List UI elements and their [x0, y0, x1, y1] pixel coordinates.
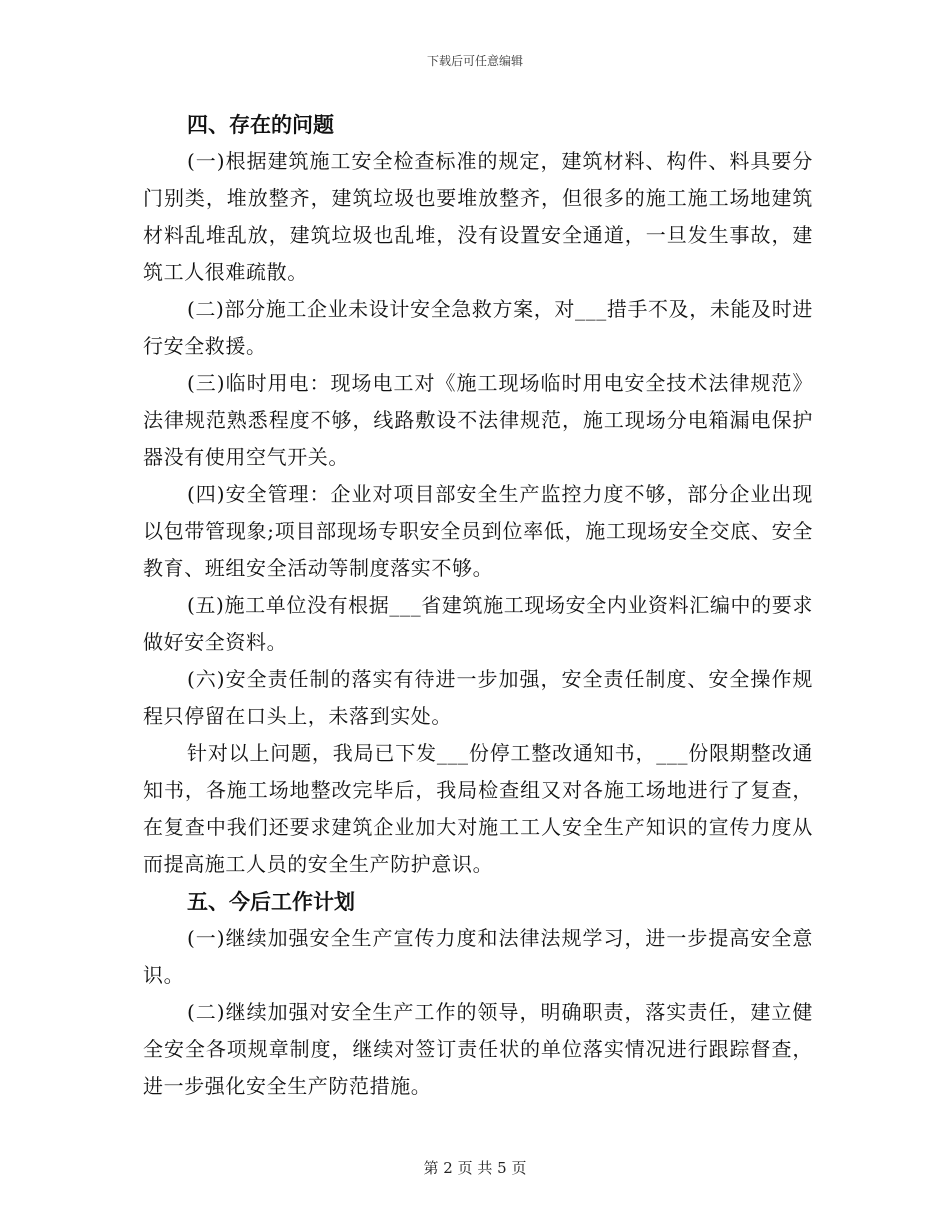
document-body [143, 106, 813, 1105]
paragraph: (三)临时用电：现场电工对《施工现场临时用电安全技术法律规范》法律规范熟悉程度不够，线路敷设不法律规范，施工现场分电箱漏电保护器没有使用空气开关。 [143, 371, 813, 469]
paragraph: (二)继续加强对安全生产工作的领导，明确职责，落实责任，建立健全安全各项规章制度，继续对签订责任状的单位落实情况进行跟踪督查，进一步强化安全生产防范措施。 [143, 1000, 813, 1098]
paragraph: (一)根据建筑施工安全检查标准的规定，建筑材料、构件、料具要分门别类，堆放整齐，建筑垃圾也要堆放整齐，但很多的施工施工场地建筑材料乱堆乱放，建筑垃圾也乱堆，没有设置安全通道，一旦发生事故，建筑工人很难疏散。 [143, 149, 813, 284]
section-heading-problems: 四、存在的问题 [187, 112, 334, 137]
page-header: 下载后可任意编辑 [426, 54, 523, 68]
paragraph: (六)安全责任制的落实有待进一步加强，安全责任制度、安全操作规程只停留在口头上，未落到实处。 [143, 667, 813, 728]
paragraph: (四)安全管理：企业对项目部安全生产监控力度不够，部分企业出现以包带管现象;项目部现场专职安全员到位率低，施工现场安全交底、安全教育、班组安全活动等制度落实不够。 [143, 482, 813, 580]
paragraph: (二)部分施工企业未设计安全急救方案，对___措手不及，未能及时进行安全救援。 [143, 297, 813, 358]
paragraph: (五)施工单位没有根据___省建筑施工现场安全内业资料汇编中的要求做好安全资料。 [143, 593, 813, 654]
page-number: 第 2 页 共 5 页 [423, 1159, 527, 1177]
section-heading-plans: 五、今后工作计划 [187, 889, 355, 914]
paragraph: 针对以上问题，我局已下发___份停工整改通知书，___份限期整改通知书，各施工场地整改完毕后，我局检查组又对各施工场地进行了复查，在复查中我们还要求建筑企业加大对施工工人安全生产知识的宣传力度从而提高施工人员的安全生产防护意识。 [143, 741, 813, 876]
paragraph: (一)继续加强安全生产宣传力度和法律法规学习，进一步提高安全意识。 [143, 926, 813, 987]
